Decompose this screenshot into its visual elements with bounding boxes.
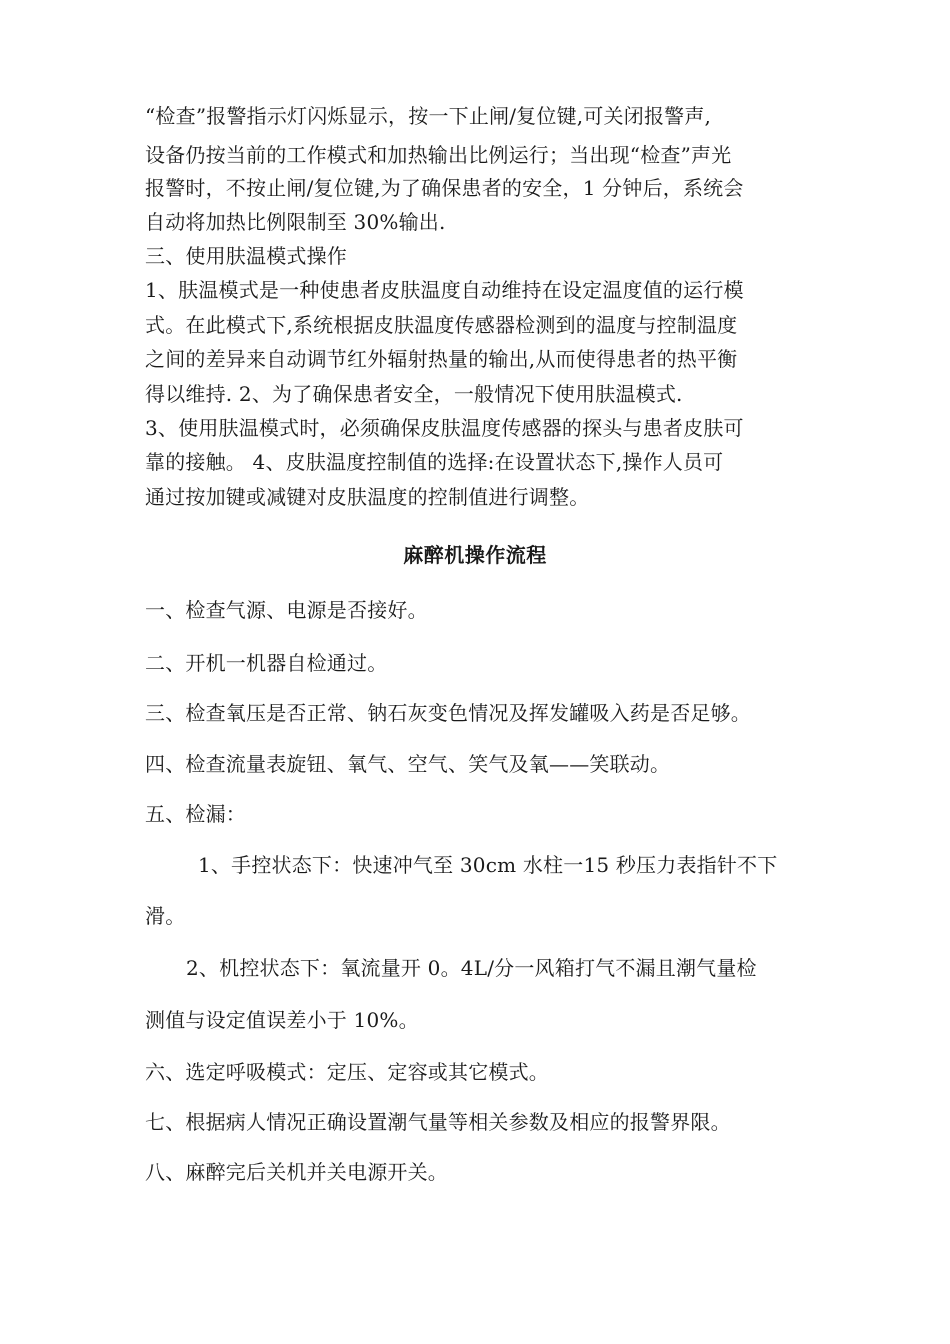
step-item: 六、选定呼吸模式：定压、定容或其它模式。 — [145, 1060, 549, 1084]
paragraph-line: 3、使用肤温模式时，必须确保皮肤温度传感器的探头与患者皮肤可 — [145, 416, 744, 440]
paragraph-line: 靠的接触。 4、皮肤温度控制值的选择:在设置状态下,操作人员可 — [145, 450, 724, 474]
step-item: 八、麻醉完后关机并关电源开关。 — [145, 1160, 448, 1184]
step-item: 四、检查流量表旋钮、氧气、空气、笑气及氧——笑联动。 — [145, 752, 671, 776]
step-item: 五、检漏： — [145, 802, 246, 826]
paragraph-line: 设备仍按当前的工作模式和加热输出比例运行；当出现“检查”声光 — [145, 143, 732, 167]
step-item: 七、根据病人情况正确设置潮气量等相关参数及相应的报警界限。 — [145, 1110, 731, 1134]
step-subitem-continuation: 测值与设定值误差小于 10%。 — [145, 1008, 419, 1032]
paragraph-line: 1、肤温模式是一种使患者皮肤温度自动维持在设定温度值的运行模 — [145, 278, 744, 302]
paragraph-line: “检查”报警指示灯闪烁显示，按一下止闸/复位键,可关闭报警声, — [145, 104, 712, 128]
section-heading: 三、使用肤温模式操作 — [145, 244, 347, 268]
paragraph-line: 式。在此模式下,系统根据皮肤温度传感器检测到的温度与控制温度 — [145, 313, 738, 337]
paragraph-line: 得以维持. 2、为了确保患者安全，一般情况下使用肤温模式. — [145, 382, 683, 406]
paragraph-line: 通过按加键或减键对皮肤温度的控制值进行调整。 — [145, 485, 590, 509]
step-subitem: 1、手控状态下：快速冲气至 30cm 水柱一15 秒压力表指针不下 — [198, 853, 778, 877]
paragraph-line: 之间的差异来自动调节红外辐射热量的输出,从而使得患者的热平衡 — [145, 347, 738, 371]
step-item: 一、检查气源、电源是否接好。 — [145, 598, 428, 622]
paragraph-line: 报警时，不按止闸/复位键,为了确保患者的安全，1 分钟后，系统会 — [145, 176, 744, 200]
step-subitem-continuation: 滑。 — [145, 904, 186, 928]
step-subitem: 2、机控状态下：氧流量开 0。4L/分一风箱打气不漏且潮气量检 — [186, 956, 757, 980]
section-title: 麻醉机操作流程 — [403, 543, 547, 567]
paragraph-line: 自动将加热比例限制至 30%输出. — [145, 210, 446, 234]
step-item: 二、开机​一​机器自检通过。 — [145, 651, 388, 675]
step-item: 三、检查氧压是否正常、钠石灰变色情况及挥发罐吸入药是否足够。 — [145, 701, 751, 725]
